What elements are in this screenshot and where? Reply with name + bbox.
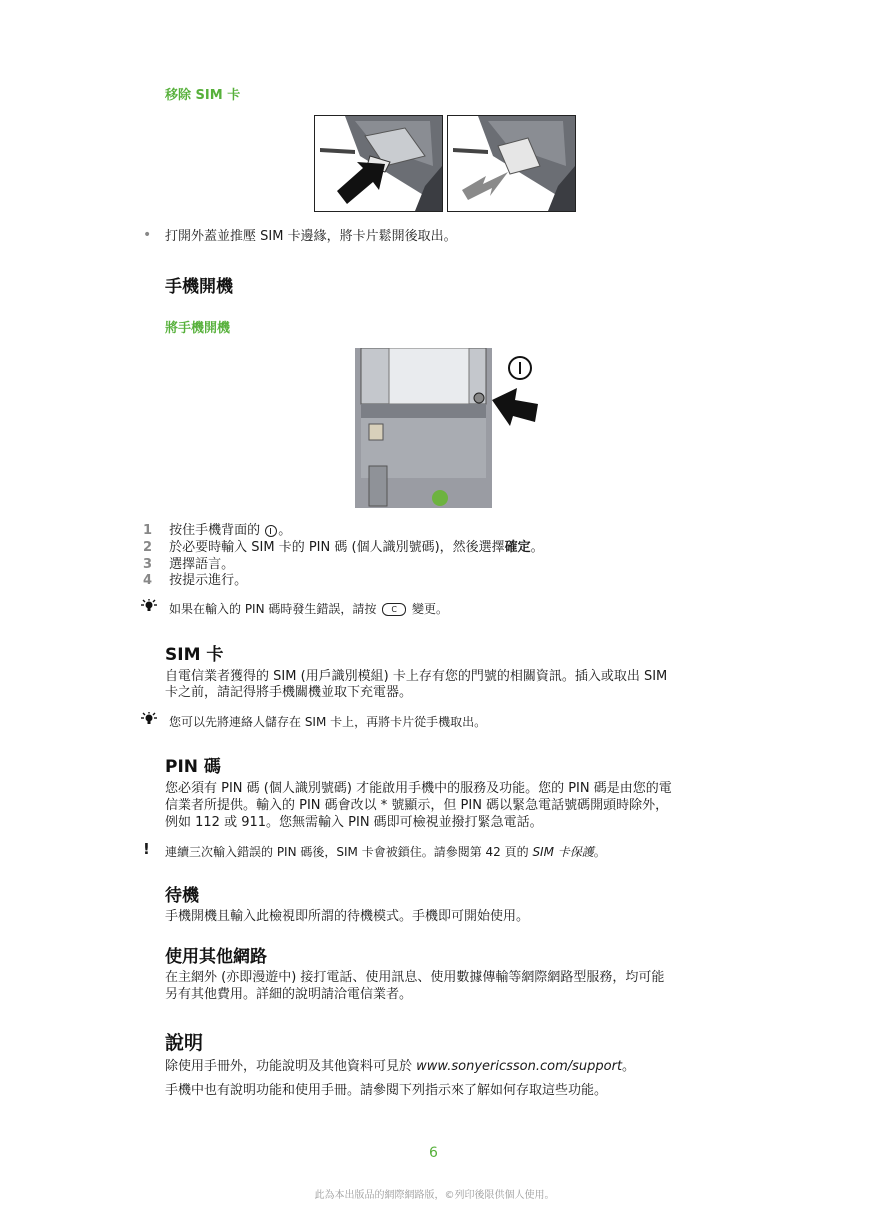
step-bold-text: 確定: [504, 540, 531, 555]
power-icon: [265, 525, 277, 537]
other-networks-heading: 使用其他網路: [165, 947, 267, 967]
sim-card-para-line1: 自電信業者獲得的 SIM (用戶識別模組) 卡上存有您的門號的相關資訊。插入或取出 SIM: [165, 669, 668, 684]
sim-push-illustration: [314, 115, 443, 212]
pin-para-line3: 例如 112 或 911。您無需輸入 PIN 碼即可檢視並撥打緊急電話。: [165, 815, 543, 830]
help-text-end: 。: [622, 1059, 636, 1074]
step-number: 1: [143, 523, 153, 538]
exclamation-warning-icon: !: [143, 840, 150, 858]
step-text-end: 。: [278, 523, 292, 538]
step-text: 按住手機背面的: [169, 523, 261, 538]
help-text: 除使用手冊外，功能說明及其他資料可見於: [165, 1059, 413, 1074]
sim-card-para-line2: 卡之前，請記得將手機關機並取下充電器。: [165, 685, 413, 700]
sim-card-heading: SIM 卡: [165, 645, 224, 665]
pin-para-line1: 您必須有 PIN 碼 (個人識別號碼) 才能啟用手機中的服務及功能。您的 PIN 碼是由您的電: [165, 781, 672, 796]
step-number: 3: [143, 557, 153, 572]
step-text: 選擇語言。: [169, 557, 235, 572]
help-heading: 說明: [165, 1032, 204, 1054]
pin-lock-warning: [165, 843, 606, 860]
step-text: 於必要時輸入 SIM 卡的 PIN 碼 (個人識別號碼)，然後選擇: [169, 540, 505, 555]
step-3: [143, 556, 234, 573]
step-text: 按提示進行。: [169, 573, 248, 588]
warning-link-text: SIM 卡保護: [532, 845, 594, 859]
pin-heading: PIN 碼: [165, 757, 221, 777]
phone-power-illustration: [355, 348, 545, 508]
sim-contacts-tip: 您可以先將連絡人儲存在 SIM 卡上，再將卡片從手機取出。: [169, 715, 487, 729]
pin-para-line2: 信業者所提供。輸入的 PIN 碼會改以 * 號顯示，但 PIN 碼以緊急電話號碼開頭時除外，: [165, 798, 669, 813]
page-number: 6: [429, 1145, 438, 1161]
tip-text: 如果在輸入的 PIN 碼時發生錯誤，請按: [169, 602, 377, 616]
support-link[interactable]: www.sonyericsson.com/support: [416, 1059, 623, 1074]
standby-para: 手機開機且輸入此檢視即所謂的待機模式。手機即可開始使用。: [165, 909, 530, 924]
power-on-subtitle: 將手機開機: [165, 321, 231, 336]
remove-sim-instruction: 打開外蓋並推壓 SIM 卡邊緣，將卡片鬆開後取出。: [165, 229, 457, 244]
pin-error-tip: [169, 600, 448, 617]
standby-heading: 待機: [165, 886, 199, 906]
step-number: 2: [143, 540, 153, 555]
warning-text-end: 。: [593, 845, 606, 859]
c-key-icon: C: [382, 603, 406, 616]
power-on-heading: 手機開機: [165, 277, 233, 297]
other-networks-para-line2: 另有其他費用。詳細的說明請洽電信業者。: [165, 987, 413, 1002]
warning-text: 連續三次輸入錯誤的 PIN 碼後，SIM 卡會被鎖住。請參閱第 42 頁的: [165, 845, 529, 859]
sim-pull-illustration: [447, 115, 576, 212]
step-4: [143, 572, 247, 589]
remove-sim-subtitle: 移除 SIM 卡: [165, 88, 241, 103]
help-para1: [165, 1058, 635, 1075]
tip-text-end: 變更。: [412, 602, 449, 616]
step-1: [143, 522, 291, 539]
help-para2: 手機中也有說明功能和使用手冊。請參閱下列指示來了解如何存取這些功能。: [165, 1083, 608, 1098]
step-2: [143, 539, 544, 556]
step-number: 4: [143, 573, 153, 588]
lightbulb-tip-icon: [140, 598, 158, 617]
lightbulb-tip-icon: [140, 711, 158, 730]
footer-note: 此為本出版品的網際網路版，©列印後限供個人使用。: [314, 1190, 555, 1201]
step-text-end: 。: [530, 540, 544, 555]
other-networks-para-line1: 在主網外 (亦即漫遊中) 接打電話、使用訊息、使用數據傳輸等網際網路型服務，均可能: [165, 970, 665, 985]
bullet-marker: •: [143, 227, 152, 243]
